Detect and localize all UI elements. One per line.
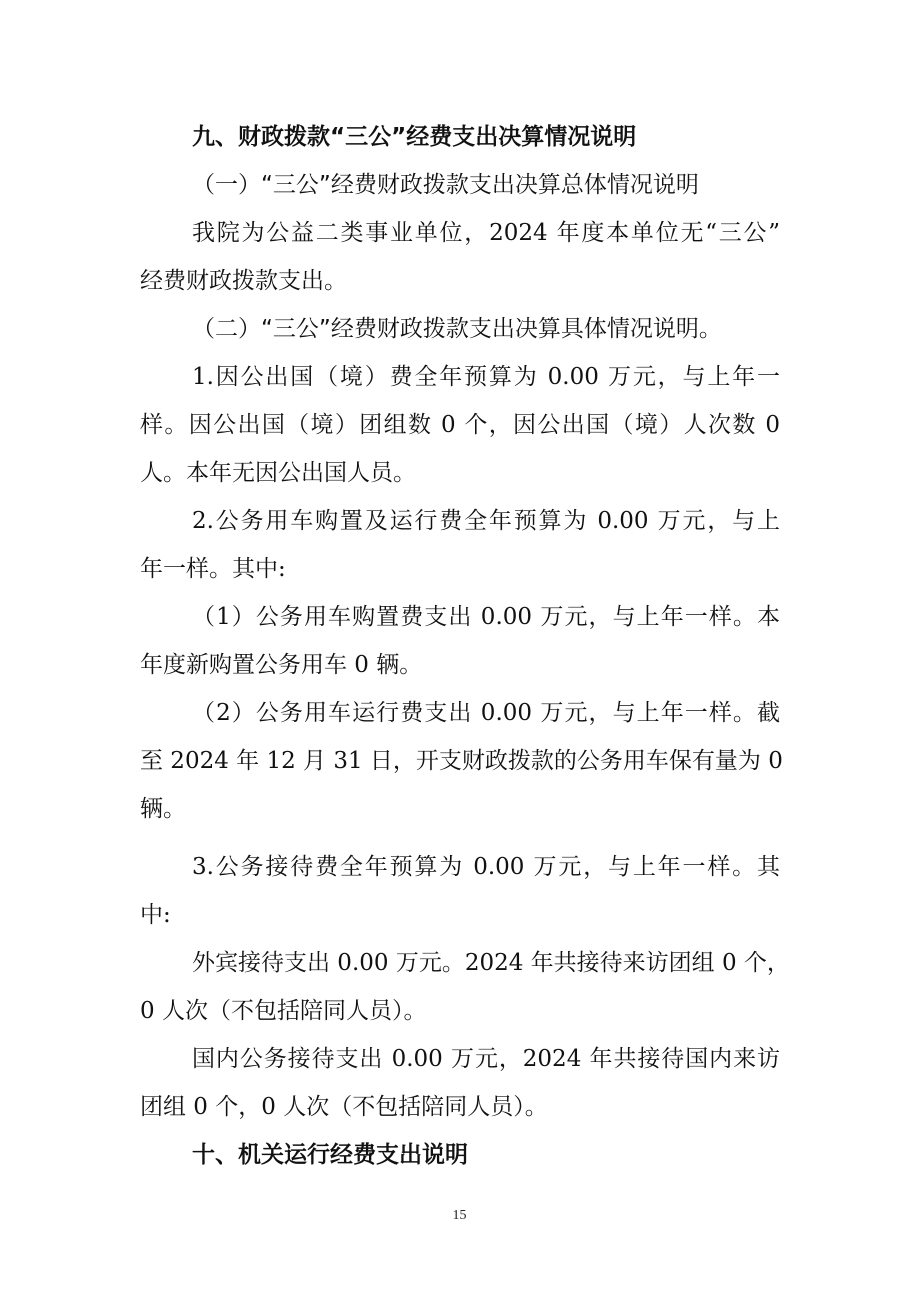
paragraph-line: 国内公务接待支出 0.00 万元，2024 年共接待国内来访 (192, 1046, 780, 1072)
section-heading-9: 九、财政拨款“三公”经费支出决算情况说明 (192, 124, 637, 150)
page-number: 15 (452, 1208, 467, 1223)
paragraph-line: 外宾接待支出 0.00 万元。2024 年共接待来访团组 0 个， (192, 950, 790, 976)
paragraph-line: 中: (140, 902, 171, 928)
paragraph-line: （2）公务用车运行费支出 0.00 万元，与上年一样。截 (192, 700, 780, 726)
paragraph-line: 辆。 (140, 796, 186, 822)
paragraph-line: 我院为公益二类事业单位，2024 年度本单位无“三公” (192, 220, 780, 246)
paragraph-line: 人。本年无因公出国人员。 (140, 460, 416, 486)
paragraph-line: 经费财政拨款支出。 (140, 268, 347, 294)
subsection-heading-2: （二）“三公”经费财政拨款支出决算具体情况说明。 (192, 316, 722, 342)
paragraph-line: 1.因公出国（境）费全年预算为 0.00 万元，与上年一 (192, 364, 780, 390)
paragraph-line: 年度新购置公务用车 0 辆。 (140, 652, 423, 678)
paragraph-line: （1）公务用车购置费支出 0.00 万元，与上年一样。本 (192, 604, 780, 630)
paragraph-line: 3.公务接待费全年预算为 0.00 万元，与上年一样。其 (192, 854, 780, 880)
paragraph-line: 2.公务用车购置及运行费全年预算为 0.00 万元，与上 (192, 508, 780, 534)
paragraph-line: 年一样。其中: (140, 556, 286, 582)
paragraph-line: 0 人次（不包括陪同人员）。 (140, 998, 427, 1024)
paragraph-line: 至 2024 年 12 月 31 日，开支财政拨款的公务用车保有量为 0 (140, 748, 783, 774)
section-heading-10: 十、机关运行经费支出说明 (192, 1142, 468, 1168)
subsection-heading-1: （一）“三公”经费财政拨款支出决算总体情况说明 (192, 172, 699, 198)
paragraph-line: 样。因公出国（境）团组数 0 个，因公出国（境）人次数 0 (140, 412, 780, 438)
paragraph-line: 团组 0 个，0 人次（不包括陪同人员）。 (140, 1094, 548, 1120)
